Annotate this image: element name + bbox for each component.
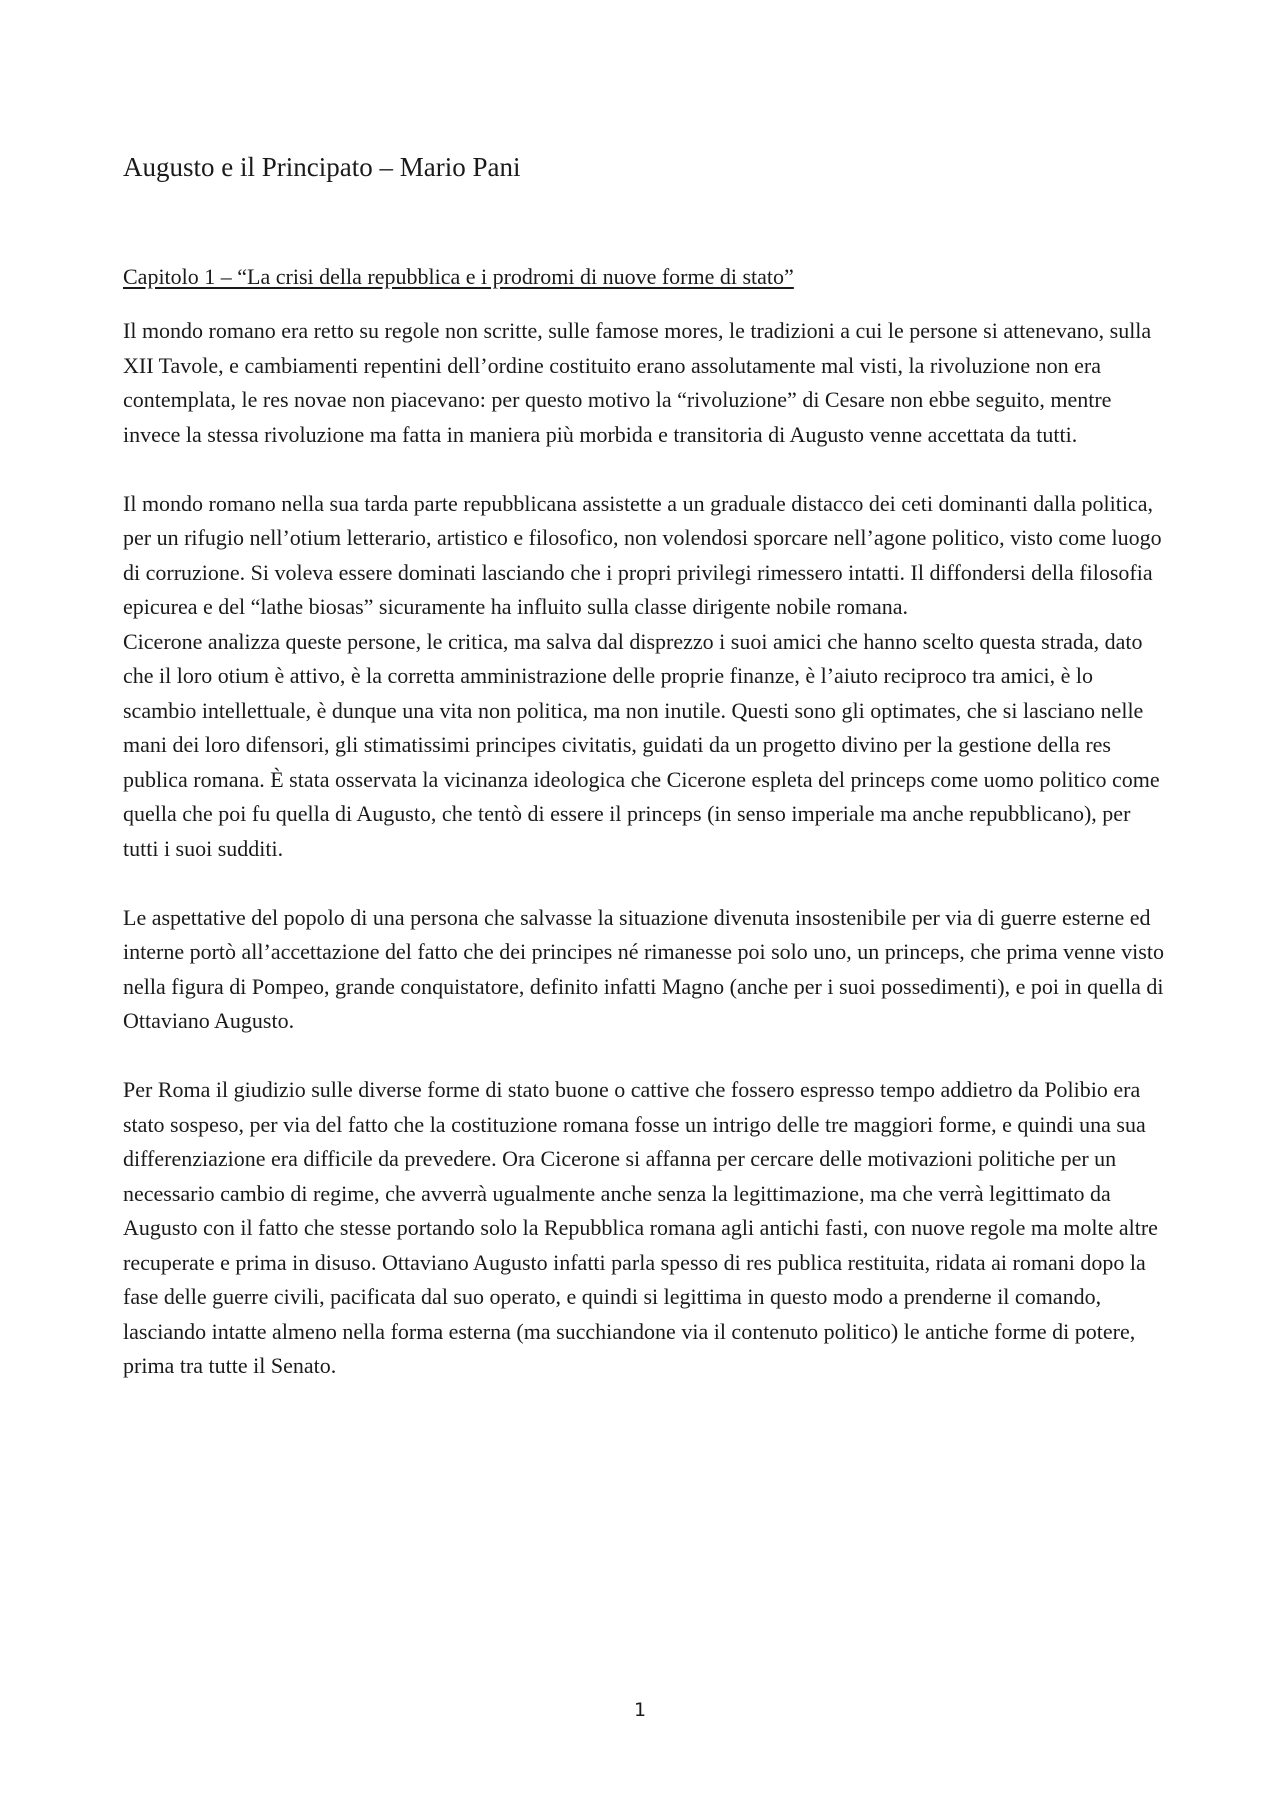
chapter-heading: Capitolo 1 – “La crisi della repubblica e i prodromi di nuove forme di stato” bbox=[123, 264, 794, 289]
paragraph: Le aspettative del popolo di una persona che salvasse la situazione divenuta insostenibile per via di guerre esterne ed interne portò all’accettazione del fatto che dei principes né rimanesse poi solo uno, un princeps, che prima venne visto nella figura di Pompeo, grande conquistatore, definito infatti Magno (anche per i suoi possedimenti), e poi in quella di Ottaviano Augusto. bbox=[123, 904, 1164, 1033]
document-body bbox=[123, 150, 1168, 1384]
paragraph: Per Roma il giudizio sulle diverse forme di stato buone o cattive che fossero espresso tempo addietro da Polibio era stato sospeso, per via del fatto che la costituzione romana fosse un intrigo delle tre maggiori forme, e quindi una sua differenziazione era difficile da prevedere. Ora Cicerone si affanna per cercare delle motivazioni politiche per un necessario cambio di regime, che avverrà ugualmente anche senza la legittimazione, ma che verrà legittimato da Augusto con il fatto che stesse portando solo la Repubblica romana agli antichi fasti, con nuove regole ma molte altre recuperate e prima in disuso. Ottaviano Augusto infatti parla spesso di res publica restituita, ridata ai romani dopo la fase delle guerre civili, pacificata dal suo operato, e quindi si legittima in questo modo a prenderne il comando, lasciando intatte almeno nella forma esterna (ma succhiandone via il contenuto politico) le antiche forme di potere, prima tra tutte il Senato. bbox=[123, 1077, 1158, 1378]
paragraph: Cicerone analizza queste persone, le critica, ma salva dal disprezzo i suoi amici che hanno scelto questa strada, dato che il loro otium è attivo, è la corretta amministrazione delle proprie finanze, è l’aiuto reciproco tra amici, è lo scambio intellettuale, è dunque una vita non politica, ma non inutile. Questi sono gli optimates, che si lasciano nelle mani dei loro difensori, gli stimatissimi principes civitatis, guidati da un progetto divino per la gestione della res publica romana. È stata osservata la vicinanza ideologica che Cicerone espleta del princeps come uomo politico come quella che poi fu quella di Augusto, che tentò di essere il princeps (in senso imperiale ma anche repubblicano), per tutti i suoi sudditi. bbox=[123, 628, 1160, 861]
document-title: Augusto e il Principato – Mario Pani bbox=[123, 152, 521, 182]
paragraph-spacer bbox=[123, 1039, 1168, 1074]
paragraph-spacer bbox=[123, 866, 1168, 901]
paragraph-spacer bbox=[123, 452, 1168, 487]
paragraph: Il mondo romano era retto su regole non scritte, sulle famose mores, le tradizioni a cui le persone si attenevano, sulla XII Tavole, e cambiamenti repentini dell’ordine costituito erano assolutamente mal visti, la rivoluzione non era contemplata, le res novae non piacevano: per questo motivo la “rivoluzione” di Cesare non ebbe seguito, mentre invece la stessa rivoluzione ma fatta in maniera più morbida e transitoria di Augusto venne accettata da tutti. bbox=[123, 318, 1152, 447]
page-number: 1 bbox=[633, 1699, 647, 1721]
paragraph: Il mondo romano nella sua tarda parte repubblicana assistette a un graduale distacco dei ceti dominanti dalla politica, per un rifugio nell’otium letterario, artistico e filosofico, non volendosi sporcare nell’agone politico, visto come luogo di corruzione. Si voleva essere dominati lasciando che i propri privilegi rimessero intatti. Il diffondersi della filosofia epicurea e del “lathe biosas” sicuramente ha influito sulla classe dirigente nobile romana. bbox=[123, 490, 1162, 619]
